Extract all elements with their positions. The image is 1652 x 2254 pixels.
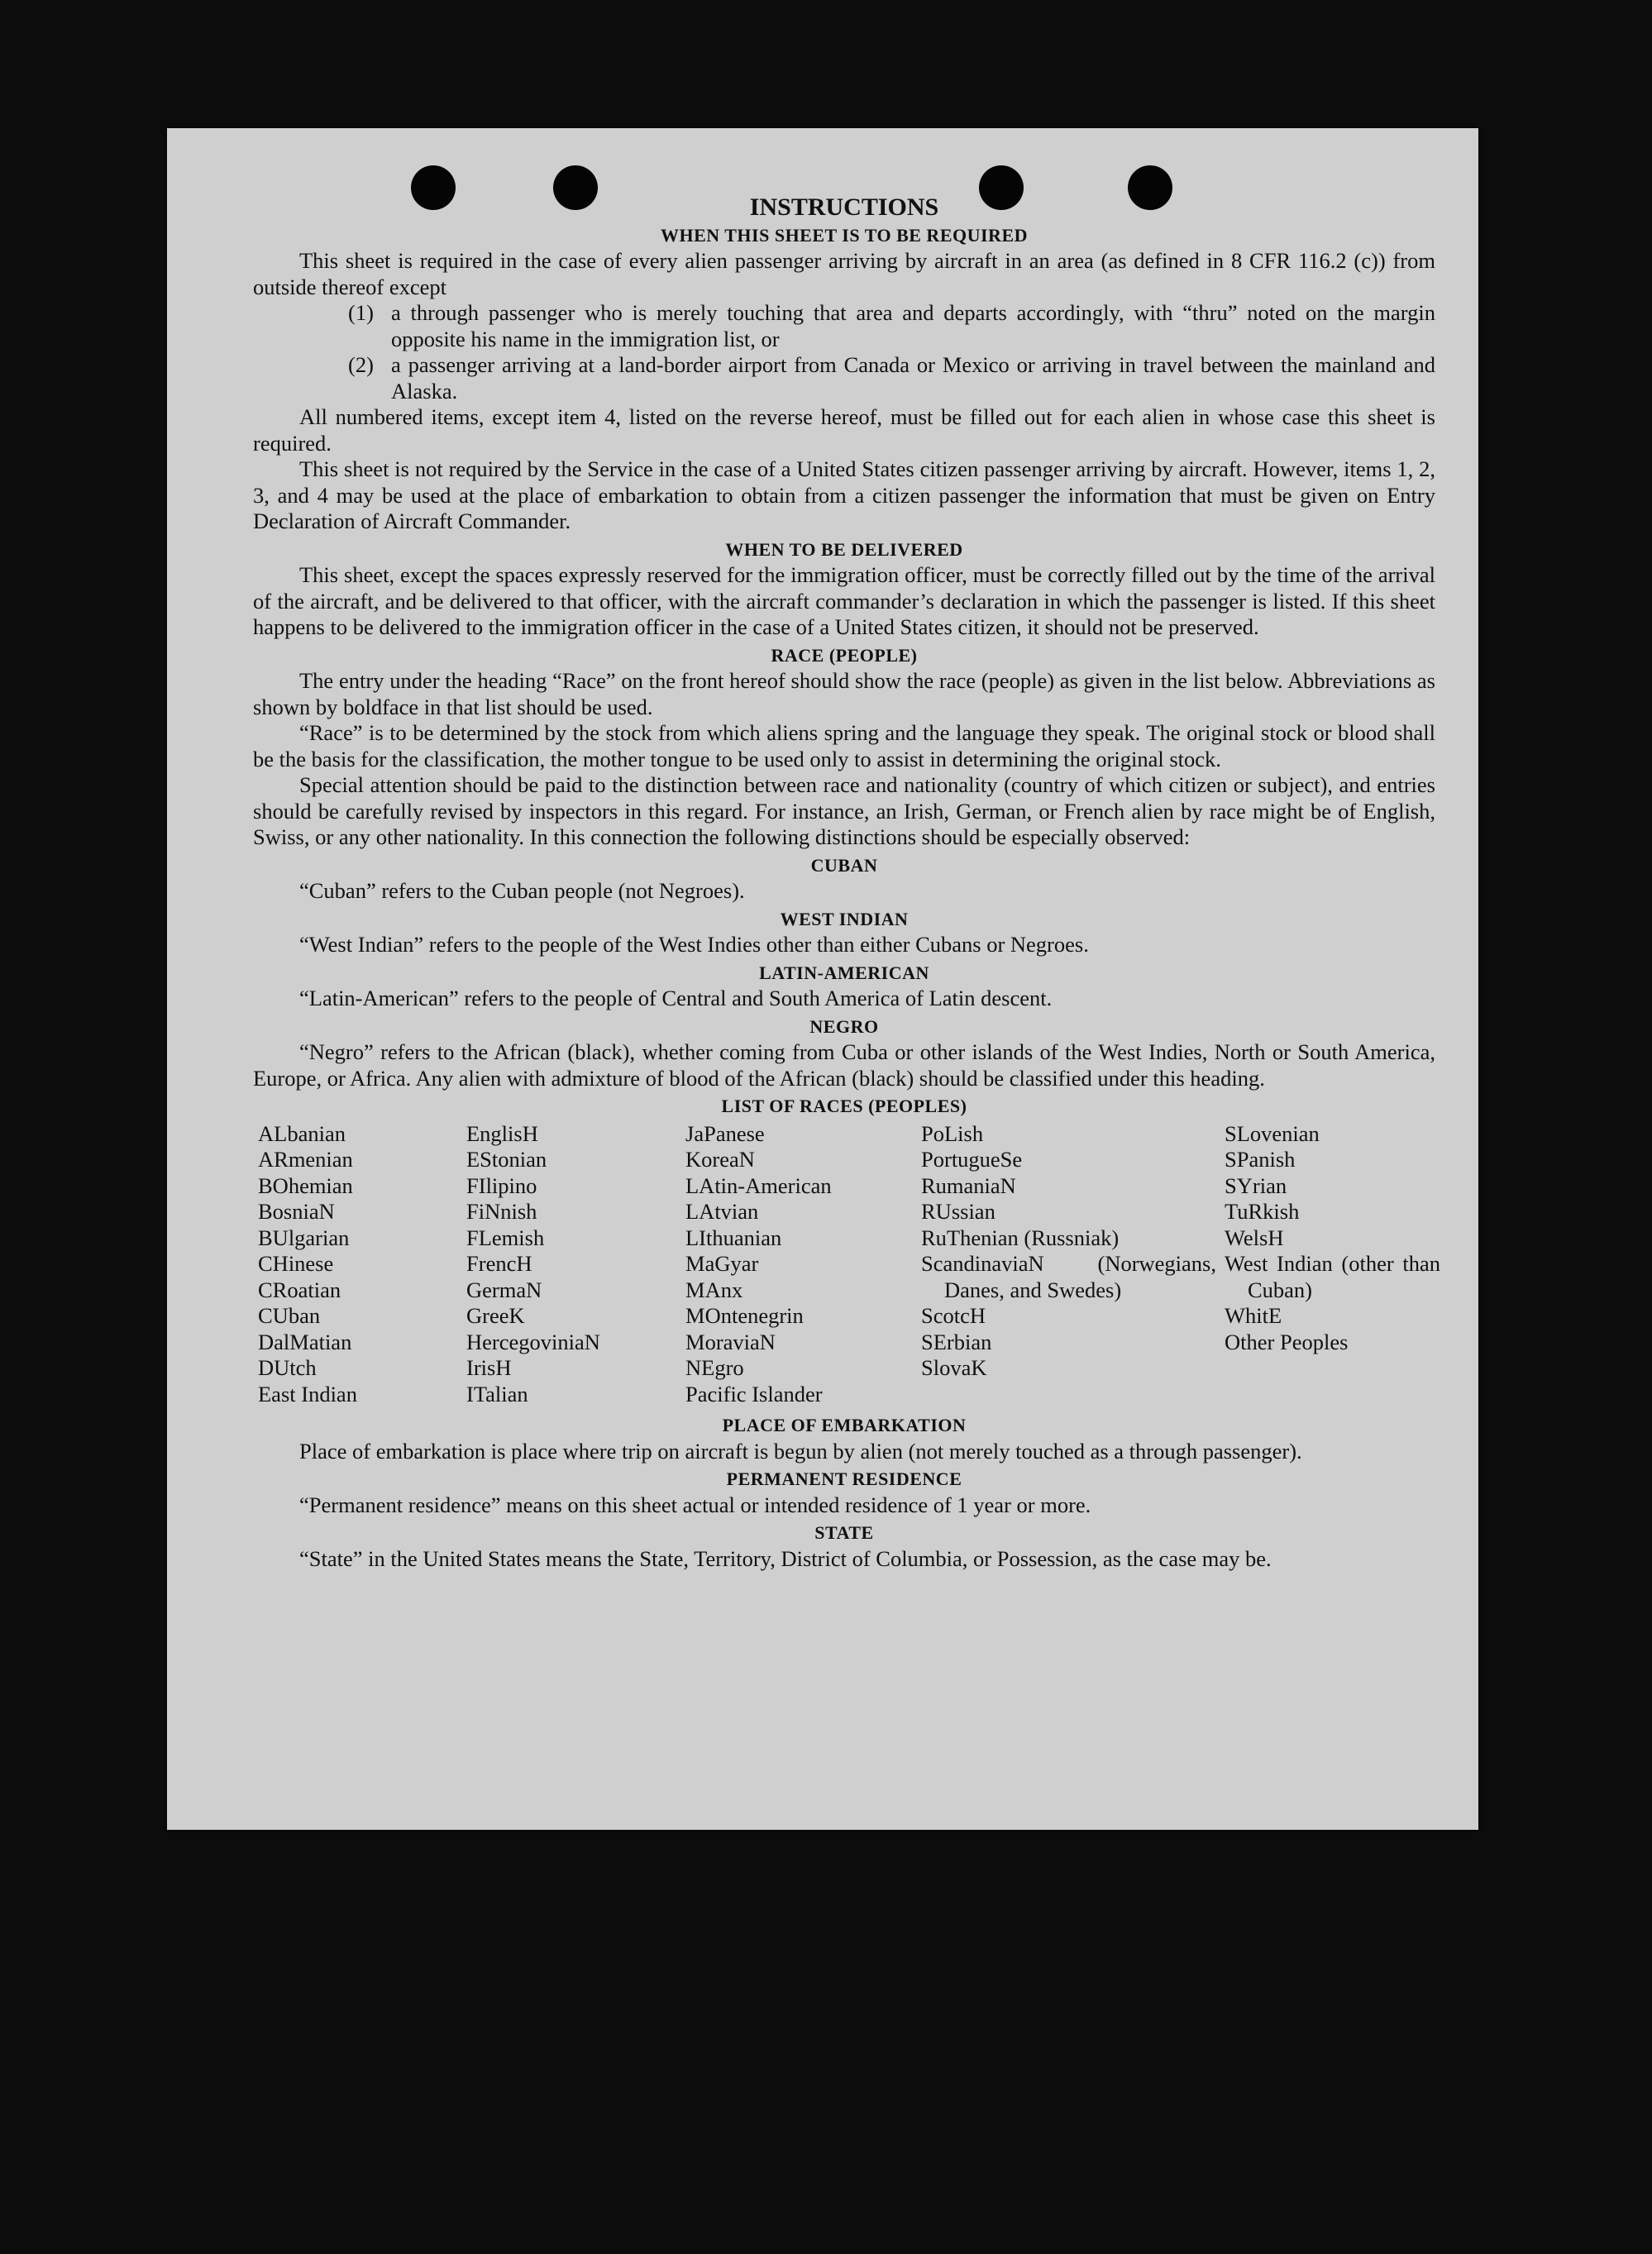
section-heading-permanent-residence: PERMANENT RESIDENCE (726, 1468, 962, 1489)
section-heading-when-delivered: WHEN TO BE DELIVERED (725, 538, 963, 560)
race-item: CHinese (258, 1251, 334, 1276)
race-item: JaPanese (685, 1120, 765, 1146)
page-title: INSTRUCTIONS (749, 193, 939, 221)
race-item: GermaN (466, 1277, 542, 1302)
paragraph: The entry under the heading “Race” on the front hereof should show the race (people) as given in the list below. Abbreviations as shown by boldface in that list should be used. (253, 668, 1435, 719)
race-item: KoreaN (685, 1147, 755, 1172)
section-heading-latin-american: LATIN-AMERICAN (759, 962, 929, 983)
race-item: FLemish (466, 1225, 545, 1250)
section-heading-state: STATE (814, 1522, 874, 1543)
item-text: a passenger arriving at a land-border airport from Canada or Mexico or arriving in travel between the mainland and Alaska. (391, 352, 1435, 404)
race-item: HercegoviniaN (466, 1329, 600, 1354)
paragraph: This sheet is required in the case of every alien passenger arriving by aircraft in an area (as defined in 8 CFR 116.2 (c)) from outside thereof except (253, 248, 1435, 299)
race-item: ScotcH (921, 1303, 986, 1328)
item-text: a through passenger who is merely touching that area and departs accordingly, with “thru” noted on the margin opposite his name in the immigration list, or (391, 300, 1435, 351)
paragraph: All numbered items, except item 4, listed on the reverse hereof, must be filled out for each alien in whose case this sheet is required. (253, 404, 1435, 456)
paragraph: “Permanent residence” means on this sheet actual or intended residence of 1 year or more. (299, 1492, 1091, 1517)
race-item: WhitE (1225, 1303, 1282, 1328)
paragraph: “West Indian” refers to the people of the West Indies other than either Cubans or Negroes. (299, 932, 1089, 957)
paragraph: Special attention should be paid to the distinction between race and nationality (country of which citizen or subject), and entries should be carefully revised by inspectors in this regard. For instance, an Irish, German, or French alien by race might be of English, Swiss, or any other nationality. In this connection the following distinctions should be especially observed: (253, 772, 1435, 849)
race-item: RUssian (921, 1199, 995, 1224)
race-item: BosniaN (258, 1199, 335, 1224)
race-item: GreeK (466, 1303, 525, 1328)
race-item: MAnx (685, 1277, 743, 1302)
race-item: Other Peoples (1225, 1329, 1349, 1354)
race-item: ScandinaviaN (Norwegians, Danes, and Swedes) (921, 1251, 1216, 1302)
race-item: TuRkish (1225, 1199, 1300, 1224)
race-item: PoLish (921, 1120, 984, 1146)
race-item: WelsH (1225, 1225, 1284, 1250)
section-heading-west-indian: WEST INDIAN (780, 908, 909, 929)
race-column (685, 1121, 921, 1408)
exception-item (253, 300, 1435, 352)
section-heading-list-of-races: LIST OF RACES (PEOPLES) (721, 1096, 967, 1116)
race-item: SErbian (921, 1329, 992, 1354)
race-item: CRoatian (258, 1277, 341, 1302)
race-item: EStonian (466, 1147, 547, 1172)
race-item: FiNnish (466, 1199, 537, 1224)
race-column (1225, 1121, 1440, 1408)
race-item: DalMatian (258, 1329, 352, 1354)
paragraph: “State” in the United States means the State, Territory, District of Columbia, or Possession, as the case may be. (299, 1545, 1272, 1571)
race-item: NEgro (685, 1355, 744, 1380)
race-column (921, 1121, 1225, 1408)
race-item: PortugueSe (921, 1147, 1023, 1172)
race-column (466, 1121, 685, 1408)
race-list (258, 1120, 1440, 1408)
race-item: ITalian (466, 1381, 528, 1406)
item-number: (2) (348, 352, 374, 377)
race-item: RuThenian (Russniak) (921, 1225, 1120, 1250)
race-item: Pacific Islander (685, 1381, 823, 1406)
section-heading-place-of-embarkation: PLACE OF EMBARKATION (722, 1415, 967, 1435)
section-heading-when-required: WHEN THIS SHEET IS TO BE REQUIRED (660, 224, 1029, 246)
race-item: SPanish (1225, 1147, 1296, 1172)
race-item: MaGyar (685, 1251, 759, 1276)
race-item: SLovenian (1225, 1120, 1320, 1146)
paragraph: “Negro” refers to the African (black), whether coming from Cuba or other islands of the West Indies, North or South America, Europe, or Africa. Any alien with admixture of blood of the African (black) should be classified under this heading. (253, 1039, 1435, 1091)
race-item: LIthuanian (685, 1225, 782, 1250)
paragraph: Place of embarkation is place where trip on aircraft is begun by alien (not merely touched as a through passenger). (299, 1438, 1302, 1464)
race-item: ALbanian (258, 1120, 346, 1146)
race-item: BOhemian (258, 1172, 353, 1198)
section-heading-race: RACE (PEOPLE) (771, 644, 918, 666)
instructions-content (253, 193, 1440, 1572)
paragraph: “Latin-American” refers to the people of Central and South America of Latin descent. (299, 986, 1053, 1010)
race-item: West Indian (other than Cuban) (1225, 1251, 1440, 1302)
race-item: FrencH (466, 1251, 532, 1276)
race-item: LAtvian (685, 1199, 759, 1224)
section-heading-cuban: CUBAN (810, 854, 878, 876)
race-item: DUtch (258, 1355, 317, 1380)
race-item: ARmenian (258, 1147, 353, 1172)
form-sheet (167, 128, 1478, 1830)
race-item: LAtin-American (685, 1172, 832, 1198)
race-item: CUban (258, 1303, 321, 1328)
race-column (258, 1121, 466, 1408)
race-item: SlovaK (921, 1355, 987, 1380)
paragraph: “Race” is to be determined by the stock from which aliens spring and the language they speak. The original stock or blood shall be the basis for the classification, the mother tongue to be used only to assist in determining the original stock. (253, 720, 1435, 771)
race-item: BUlgarian (258, 1225, 350, 1250)
section-heading-negro: NEGRO (809, 1015, 879, 1037)
race-item: MoraviaN (685, 1329, 776, 1354)
race-item: East Indian (258, 1381, 357, 1406)
exception-item (253, 352, 1435, 404)
race-item: IrisH (466, 1355, 512, 1380)
item-number: (1) (348, 300, 374, 325)
race-item: SYrian (1225, 1172, 1287, 1198)
race-item: FIlipino (466, 1172, 537, 1198)
paragraph: This sheet, except the spaces expressly reserved for the immigration officer, must be correctly filled out by the time of the arrival of the aircraft, and be delivered to that officer, with the aircraft commander’s declaration in which the passenger is listed. If this sheet happens to be delivered to the immigration officer in the case of a United States citizen, it should not be preserved. (253, 562, 1435, 639)
paragraph: This sheet is not required by the Service in the case of a United States citizen passenger arriving by aircraft. However, items 1, 2, 3, and 4 may be used at the place of embarkation to obtain from a citizen passenger the information that must be given on Entry Declaration of Aircraft Commander. (253, 456, 1435, 533)
race-item: MOntenegrin (685, 1303, 804, 1328)
paragraph: “Cuban” refers to the Cuban people (not Negroes). (299, 878, 745, 903)
race-item: RumaniaN (921, 1172, 1016, 1198)
race-item: EnglisH (466, 1120, 538, 1146)
